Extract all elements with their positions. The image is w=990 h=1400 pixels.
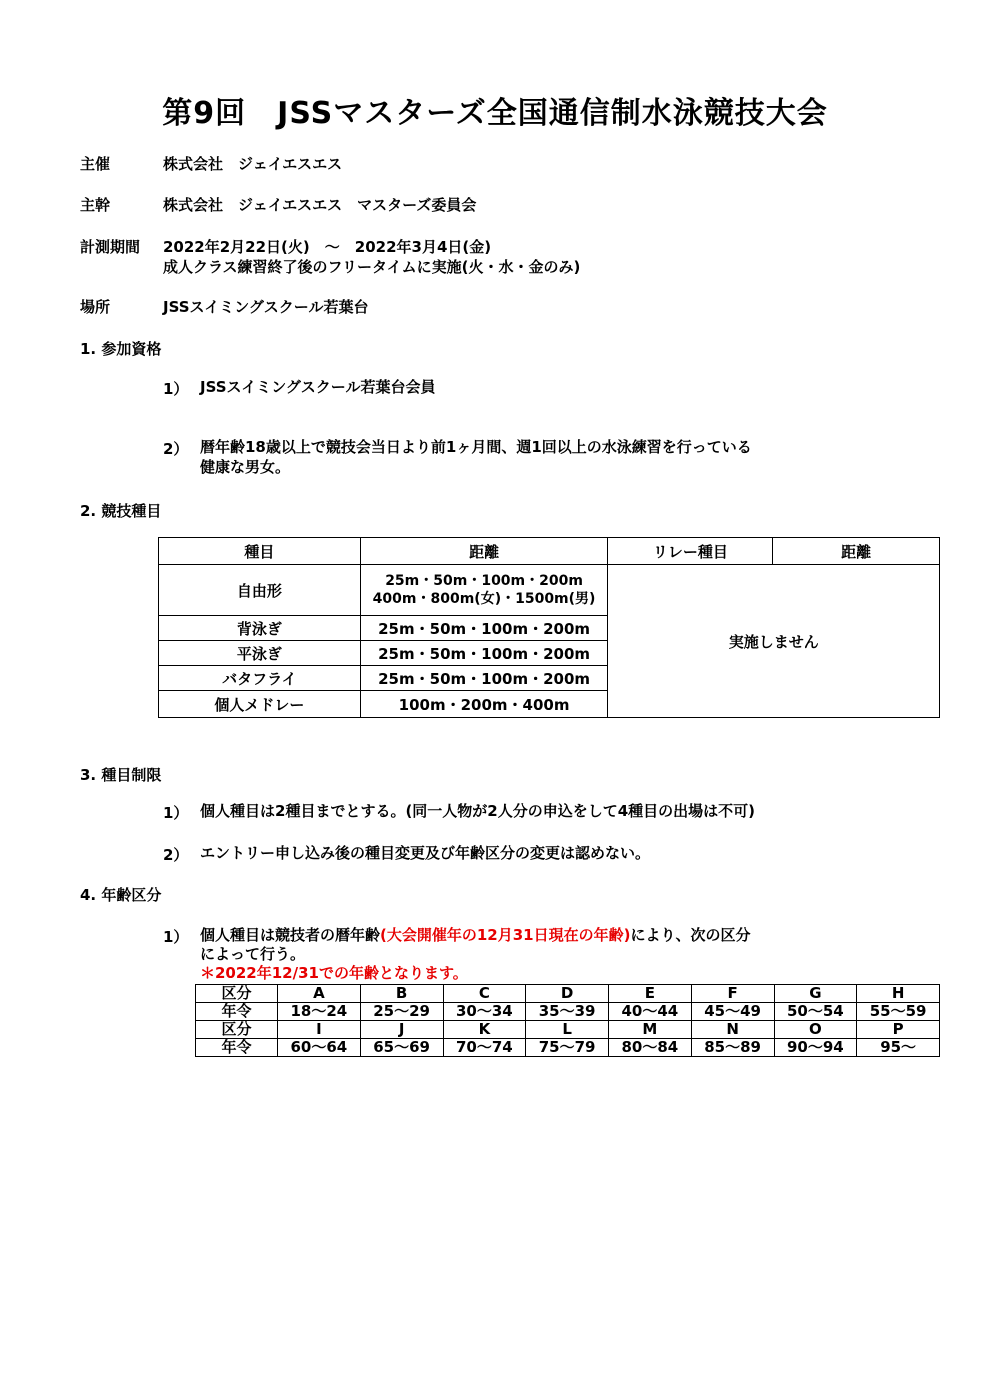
age-cell: 40～44	[609, 1003, 692, 1021]
event-name: バタフライ	[159, 666, 361, 691]
table-header: リレー種目	[608, 538, 773, 565]
section3-item1-text: 個人種目は2種目までとする。(同一人物が2人分の申込をして4種目の出場は不可)	[200, 802, 756, 820]
section4-text-red: (大会開催年の12月31日現在の年齢)	[380, 926, 631, 944]
info-value-venue: JSSスイミングスクール若葉台	[163, 298, 369, 316]
age-cell: 60～64	[278, 1039, 361, 1057]
age-cell: 80～84	[609, 1039, 692, 1057]
age-cell: 95～	[857, 1039, 940, 1057]
class-cell: H	[857, 985, 940, 1003]
class-cell: B	[360, 985, 443, 1003]
age-cell: 18～24	[278, 1003, 361, 1021]
section3-item2-text: エントリー申し込み後の種目変更及び年齢区分の変更は認めない。	[200, 844, 651, 862]
event-distance-line1: 25m・50m・100m・200m	[385, 573, 583, 589]
info-value-manager: 株式会社 ジェイエスエス マスターズ委員会	[163, 196, 477, 214]
class-cell: E	[609, 985, 692, 1003]
table-row	[196, 1021, 940, 1039]
relay-note: 実施しません	[608, 565, 940, 718]
info-label-venue: 場所	[80, 298, 111, 316]
event-name: 個人メドレー	[159, 691, 361, 718]
event-distance: 25m・50m・100m・200m	[360, 641, 608, 666]
info-value-period-note: 成人クラス練習終了後のフリータイムに実施(火・水・金のみ)	[163, 258, 581, 276]
class-cell: D	[526, 985, 609, 1003]
event-distance	[360, 565, 608, 616]
age-cell: 70～74	[443, 1039, 526, 1057]
age-cell: 85～89	[691, 1039, 774, 1057]
table-header: 距離	[773, 538, 940, 565]
info-value-organizer: 株式会社 ジェイエスエス	[163, 155, 343, 173]
section4-text-b: により、次の区分	[630, 926, 751, 944]
age-cell: 35～39	[526, 1003, 609, 1021]
age-cell: 30～34	[443, 1003, 526, 1021]
event-distance: 25m・50m・100m・200m	[360, 666, 608, 691]
class-cell: C	[443, 985, 526, 1003]
section3-heading: 3. 種目制限	[80, 766, 162, 784]
class-cell: L	[526, 1021, 609, 1039]
age-cell: 90～94	[774, 1039, 857, 1057]
class-cell: J	[360, 1021, 443, 1039]
class-cell: M	[609, 1021, 692, 1039]
page-title: 第9回 JSSマスターズ全国通信制水泳競技大会	[162, 96, 828, 131]
age-cell: 45～49	[691, 1003, 774, 1021]
section3-item1-num: 1）	[163, 804, 189, 822]
class-cell: P	[857, 1021, 940, 1039]
info-label-period: 計測期間	[80, 238, 141, 256]
age-cell: 65～69	[360, 1039, 443, 1057]
class-cell: N	[691, 1021, 774, 1039]
section4-heading: 4. 年齢区分	[80, 886, 162, 904]
info-label-manager: 主幹	[80, 196, 111, 214]
age-cell: 55～59	[857, 1003, 940, 1021]
section2-heading: 2. 競技種目	[80, 502, 162, 520]
events-table	[158, 537, 940, 718]
section1-item2-num: 2）	[163, 440, 189, 458]
class-cell: F	[691, 985, 774, 1003]
info-label-organizer: 主催	[80, 155, 111, 173]
section1-item2-text2: 健康な男女。	[200, 458, 291, 476]
event-distance: 25m・50m・100m・200m	[360, 616, 608, 641]
row-label: 区分	[196, 985, 278, 1003]
section1-item1-num: 1）	[163, 380, 189, 398]
section4-note: ＊2022年12/31での年齢となります。	[200, 964, 468, 982]
table-row	[196, 1003, 940, 1021]
info-value-period: 2022年2月22日(火) ～ 2022年3月4日(金)	[163, 238, 492, 256]
section3-item2-num: 2）	[163, 846, 189, 864]
class-cell: I	[278, 1021, 361, 1039]
section4-item1-num: 1）	[163, 928, 189, 946]
age-cell: 50～54	[774, 1003, 857, 1021]
event-distance-line2: 400m・800m(女)・1500m(男)	[372, 591, 596, 607]
event-name: 自由形	[159, 565, 361, 616]
table-header: 種目	[159, 538, 361, 565]
event-name: 背泳ぎ	[159, 616, 361, 641]
section1-heading: 1. 参加資格	[80, 340, 162, 358]
row-label: 年令	[196, 1039, 278, 1057]
class-cell: G	[774, 985, 857, 1003]
age-cell: 75～79	[526, 1039, 609, 1057]
row-label: 区分	[196, 1021, 278, 1039]
age-cell: 25～29	[360, 1003, 443, 1021]
table-header: 距離	[360, 538, 608, 565]
section4-item1-text	[200, 926, 751, 944]
section1-item2-text: 暦年齢18歳以上で競技会当日より前1ヶ月間、週1回以上の水泳練習を行っている	[200, 438, 752, 456]
table-header-row	[159, 538, 940, 565]
age-class-table	[195, 984, 940, 1057]
class-cell: O	[774, 1021, 857, 1039]
event-distance: 100m・200m・400m	[360, 691, 608, 718]
row-label: 年令	[196, 1003, 278, 1021]
section1-item1-text: JSSスイミングスクール若葉台会員	[200, 378, 436, 396]
section4-text-a: 個人種目は競技者の暦年齢	[200, 926, 381, 944]
table-row	[196, 1039, 940, 1057]
event-name: 平泳ぎ	[159, 641, 361, 666]
class-cell: A	[278, 985, 361, 1003]
class-cell: K	[443, 1021, 526, 1039]
table-row	[159, 565, 940, 616]
table-row	[196, 985, 940, 1003]
section4-item1-text2: によって行う。	[200, 945, 306, 963]
